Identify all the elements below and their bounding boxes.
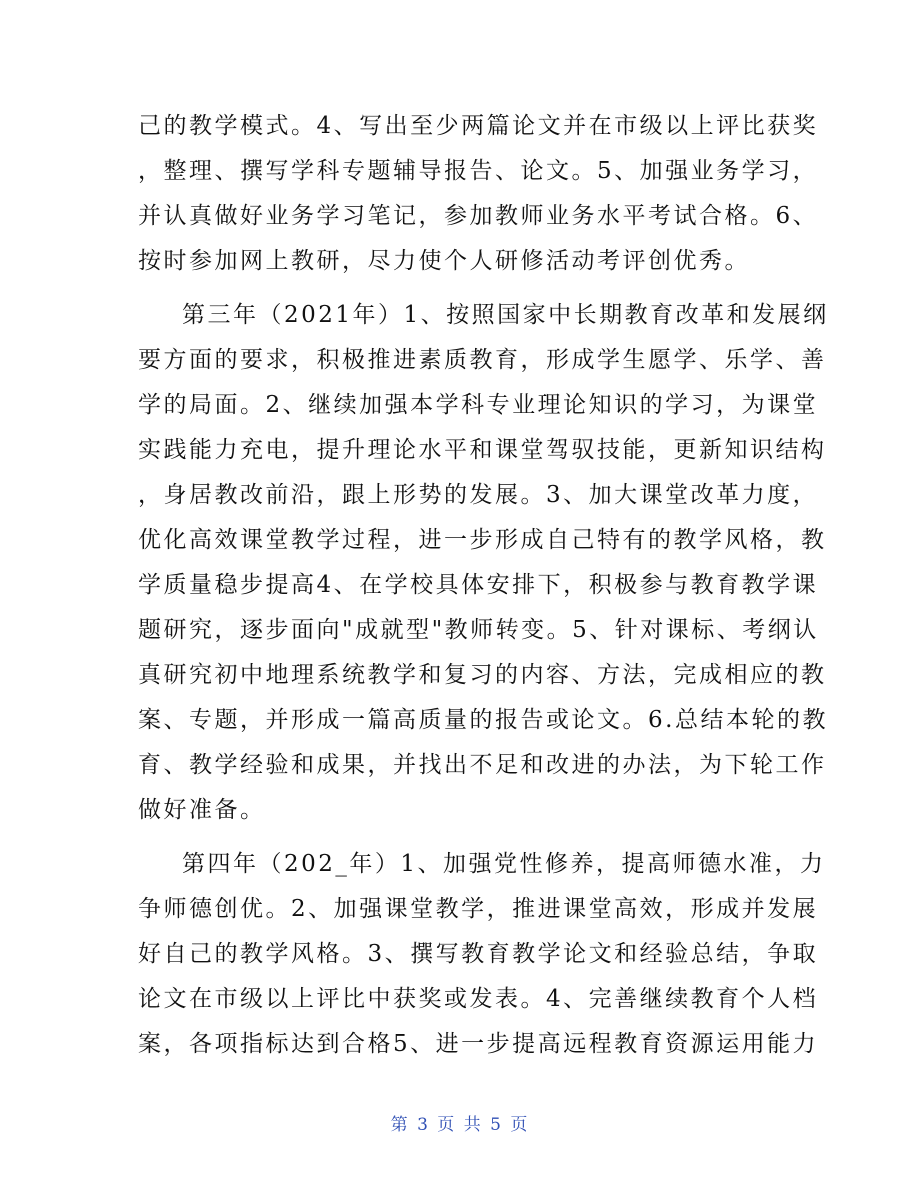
text-line: 第四年（202_年）1、加强党性修养，提高师德水准，力 [182,851,826,877]
text-line: 要方面的要求，积极推进素质教育，形成学生愿学、乐学、善 [138,347,827,373]
text-line: 育、教学经验和成果，并找出不足和改进的办法，为下轮工作 [138,752,827,778]
text-line: 并认真做好业务学习笔记，参加教师业务水平考试合格。6、 [138,203,819,229]
text-line: 做好准备。 [138,797,266,823]
text-line: 实践能力充电，提升理论水平和课堂驾驭技能，更新知识结构 [138,437,827,463]
document-body [138,104,829,1067]
paragraph-spacer [138,833,788,842]
text-line: 第三年（2021年）1、按照国家中长期教育改革和发展纲 [182,302,829,328]
text-line: 优化高效课堂教学过程，进一步形成自己特有的教学风格，教 [138,527,827,553]
text-line: 真研究初中地理系统教学和复习的内容、方法，完成相应的教 [138,662,827,688]
text-line: 好自己的教学风格。3、撰写教育教学论文和经验总结，争取 [138,941,819,967]
text-line: 案、专题，并形成一篇高质量的报告或论文。6.总结本轮的教 [138,707,828,733]
text-line: 争师德创优。2、加强课堂教学，推进课堂高效，形成并发展 [138,896,819,922]
paragraph-spacer [138,284,788,293]
text-line: 己的教学模式。4、写出至少两篇论文并在市级以上评比获奖 [138,113,819,139]
paragraph [138,842,826,1067]
page-number-footer: 第 3 页 共 5 页 [390,1115,530,1135]
text-line: 案，各项指标达到合格5、进一步提高远程教育资源运用能力 [138,1031,819,1057]
text-line: 论文在市级以上评比中获奖或发表。4、完善继续教育个人档 [138,986,819,1012]
text-line: 按时参加网上教研，尽力使个人研修活动考评创优秀。 [138,248,750,274]
text-line: ，整理、撰写学科专题辅导报告、论文。5、加强业务学习， [138,158,819,184]
paragraph [138,104,819,284]
text-line: 题研究，逐步面向"成就型"教师转变。5、针对课标、考纲认 [138,617,819,643]
text-line: ，身居教改前沿，跟上形势的发展。3、加大课堂改革力度， [138,482,819,508]
text-line: 学的局面。2、继续加强本学科专业理论知识的学习，为课堂 [138,392,819,418]
paragraph [138,293,829,833]
text-line: 学质量稳步提高4、在学校具体安排下，积极参与教育教学课 [138,572,819,598]
